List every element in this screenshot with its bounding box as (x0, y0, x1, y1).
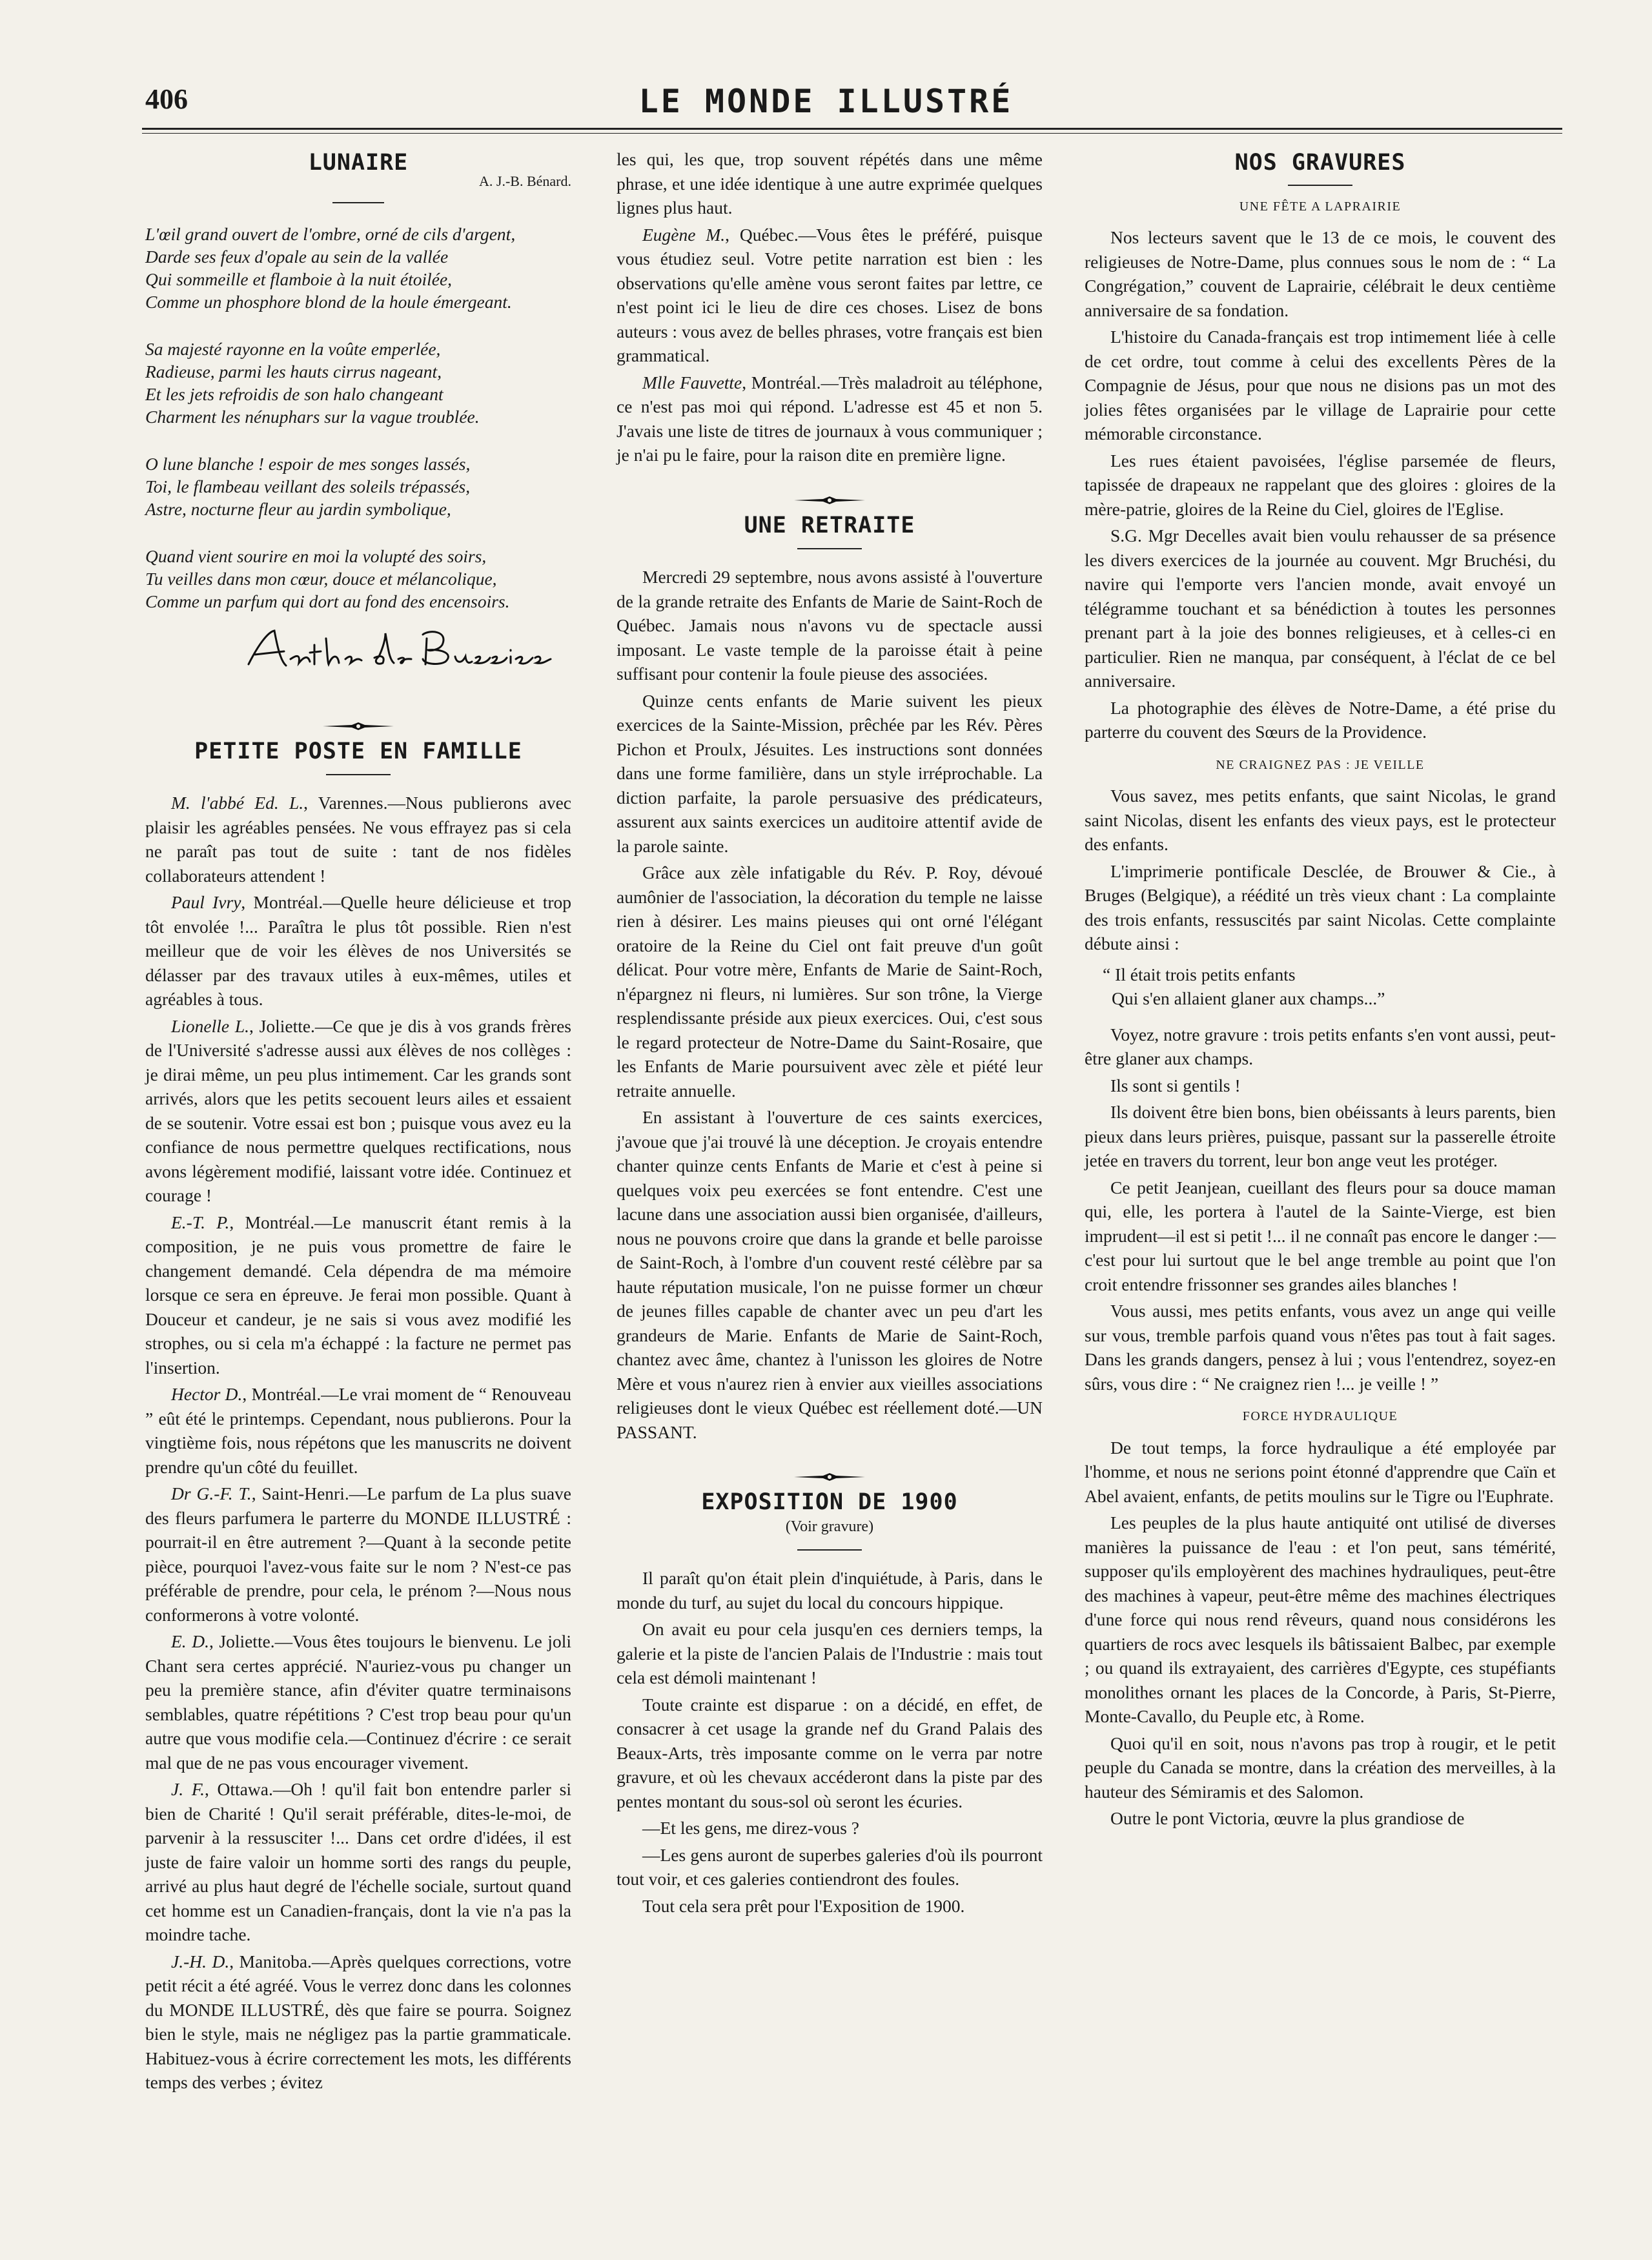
song-quote (1103, 962, 1556, 1011)
article-paragraph: Quoi qu'il en soit, nous n'avons pas trop à rougir, et le petit peuple du Canada se montre, dans la création des merveilles, à la hauteur des Sémiramis et des Salomon. (1085, 1733, 1556, 1802)
letter-paragraph (145, 1382, 571, 1479)
letter-paragraph (145, 1777, 571, 1947)
exposition-subtitle: (Voir gravure) (785, 1518, 874, 1535)
letter-paragraph (145, 791, 571, 888)
header-rule (142, 128, 1562, 130)
section-heading: FORCE HYDRAULIQUE (1242, 1409, 1398, 1423)
correspondent-name: Eugène M. (642, 224, 726, 245)
poem-line: Et les jets refroidis de son halo changeant (145, 384, 444, 404)
ornament-divider (617, 1463, 1043, 1472)
letter-paragraph (617, 223, 1043, 368)
article-paragraph: Les rues étaient pavoisées, l'église parsemée de fleurs, tapissée de drapeaux ne rappelant que des gloires : gloires de la mère-patrie, gloires de la Reine du Ciel, gloires de l'Eglise. (1085, 450, 1556, 519)
article-paragraph: Vous savez, mes petits enfants, que saint Nicolas, le grand saint Nicolas, disent les enfants des vieux pays, est le protecteur des enfants. (1085, 786, 1556, 854)
correspondent-name: E.-T. P. (171, 1212, 230, 1232)
letter-text: , Saint-Henri.—Le parfum de La plus suave des fleurs parfumera le parterre du MONDE ILLUSTRÉ : pourrait-il en être autrement ?—Quant à la seconde petite pièce, pourquoi l'avez-vous faite sur le nom ? N'est-ce pas préférable de prendre, pour cela, le prénom ?—Nous nous conformerons à votre volonté. (145, 1483, 571, 1625)
article-paragraph: L'histoire du Canada-français est trop intimement liée à celle de cet ordre, tout comme à celui des excellents Pères de la Compagnie de Jésus, pour que nous ne disions pas un mot des jolies fêtes organisées par le village de Laprairie pour cette mémorable circonstance. (1085, 327, 1556, 443)
letter-paragraph (617, 147, 1043, 220)
article-paragraph: Mercredi 29 septembre, nous avons assisté à l'ouverture de la grande retraite des Enfants de Marie de Saint-Roch de Québec. Jamais nous n'avons vu de spectacle aussi imposant. Le vaste temple de la paroisse était à peine suffisant pour contenir la foule pieuse des associées. (617, 567, 1043, 684)
letter-paragraph (145, 1210, 571, 1380)
letter-text: , Montréal.—Quelle heure délicieuse et trop tôt envolée !... Paraîtra le plus tôt possible. Rien n'est meilleur que de voir les élèves de nos Universités se délasser par des travaux utiles à eux-mêmes, utiles et agréables à tous. (145, 892, 571, 1009)
poem-line: Charment les nénuphars sur la vague troublée. (145, 407, 480, 427)
poem-stanza (145, 453, 571, 520)
article-paragraph: Quinze cents enfants de Marie suivent les pieux exercices de la Sainte-Mission, prêchée par les Rév. Pères Pichon et Proulx, Jésuites. Les instructions sont données dans une forme familière, dans un style irréprochable. La diction parfaite, la parole persuasive des prédicateurs, assurent aux saints exercices un auditoire attentif avide de la parole sainte. (617, 690, 1043, 856)
article-paragraph: La photographie des élèves de Notre-Dame, a été prise du parterre du couvent des Sœurs de la Providence. (1085, 697, 1556, 742)
section-heading: UNE FÊTE A LAPRAIRIE (1239, 199, 1402, 214)
title-rule (326, 774, 391, 775)
page-number: 406 (145, 83, 188, 115)
article-paragraph: Ce petit Jeanjean, cueillant des fleurs pour sa douce maman qui, elle, les portera à l'autel de la Sainte-Vierge, est bien imprudent—il est si petit !... il ne connaît pas encore le danger :—c'est pour lui surtout que le bel ange tremble au point que l'on croit entendre frissonner ses grandes ailes blanches ! (1085, 1177, 1556, 1294)
letter-text: , Manitoba.—Après quelques corrections, votre petit récit a été agréé. Vous le verrez donc dans les colonnes du MONDE ILLUSTRÉ, dès que faire se pourra. Soignez bien le style, mais ne négligez pas la partie grammaticale. Habituez-vous à écrire correctement les mots, les différents temps des verbes ; évitez (145, 1951, 571, 2092)
letter-paragraph (145, 1481, 571, 1627)
correspondent-name: Dr G.-F. T. (171, 1483, 252, 1503)
poem-line: Sa majesté rayonne en la voûte emperlée, (145, 339, 441, 359)
article-paragraph: Outre le pont Victoria, œuvre la plus grandiose de (1110, 1808, 1465, 1828)
ornament-divider (145, 713, 571, 722)
correspondent-name: J.-H. D. (171, 1951, 230, 1971)
letter-text: , Québec.—Vous êtes le préféré, puisque vous étudiez seul. Votre petite narration est bien : les observations qu'elle amène vous seront faites par lettre, ce n'est point ici le lieu de dire ces choses. Lisez de bons auteurs : vous avez de belles phrases, votre français est bien grammatical. (617, 224, 1043, 365)
poem-lunaire (145, 223, 571, 613)
article-paragraph: On avait eu pour cela jusqu'en ces derniers temps, la galerie et la piste de l'ancien Palais de l'Industrie : mais tout cela est démoli maintenant ! (617, 1619, 1043, 1687)
article-paragraph: Voyez, notre gravure : trois petits enfants s'en vont aussi, peut-être glaner aux champs. (1085, 1024, 1556, 1068)
poem-line: Radieuse, parmi les hauts cirrus nageant, (145, 361, 442, 382)
article-paragraph: Les peuples de la plus haute antiquité ont utilisé de diverses manières la puissance de l'eau : et l'on peut, sans témérité, supposer qu'ils employèrent des machines hydrauliques, peut-être des machines à vapeur, peut-être même des machines électriques d'une force qui nous rend rêveurs, quand nous considérons les quartiers de rocs avec lesquels ils bâtissaient Balbec, par exemple ; ou quand ils extrayaient, des carrières d'Egypte, ces stupéfiants monolithes ornant les places de la Concorde, à Paris, St-Pierre, Monte-Cavallo, du Peuple etc, à Rome. (1085, 1512, 1556, 1726)
letter-text: , Montréal.—Le manuscrit étant remis à la composition, je ne puis vous promettre de faire le changement demandé. Cela dépendra de ma mémoire lorsque ce sera en épreuve. Je ferai mon possible. Quant à Douceur et candeur, je ne sais si vous avez modifié les strophes, ou si cela m'a échappé : la facture ne permet pas l'insertion. (145, 1212, 572, 1378)
letter-text: , Varennes.—Nous publierons avec plaisir les agréables pensées. Ne vous effrayez pas si cela ne paraît pas tout de suite : tant de nos fidèles collaborateurs attendent ! (145, 793, 571, 886)
poem-stanza (145, 223, 571, 313)
poem-line: Toi, le flambeau veillant des soleils trépassés, (145, 476, 471, 496)
poem-stanza (145, 545, 571, 613)
correspondent-name: Paul Ivry (171, 892, 241, 912)
correspondent-name: M. l'abbé Ed. L. (171, 793, 304, 813)
petite-poste-title: PETITE POSTE EN FAMILLE (194, 738, 522, 764)
article-paragraph: De tout temps, la force hydraulique a été employée par l'homme, et nous ne serions point étonné d'apprendre que Caïn et Abel avaient, enfants, de petits moulins sur le Tigre ou l'Euphrate. (1085, 1437, 1556, 1506)
letter-paragraph (145, 1629, 571, 1775)
letter-text: , Ottawa.—Oh ! qu'il fait bon entendre parler si bien de Charité ! Qu'il serait préférable, dites-le-moi, de parvenir à la ressusciter !... Dans cet ordre d'idées, il est juste de faire valoir un homme sorti des rangs du peuple, arrivé au plus haut degré de l'échelle sociale, surtout quand cet homme est un Canadien-français, dont la vie n'a pas la moindre tache. (145, 1779, 571, 1944)
poem-line: O lune blanche ! espoir de mes songes lassés, (145, 454, 471, 474)
poem-line: Tu veilles dans mon cœur, douce et mélancolique, (145, 569, 497, 589)
exposition-title: EXPOSITION DE 1900 (701, 1489, 958, 1515)
poem-line: Qui sommeille et flamboie à la nuit étoilée, (145, 269, 453, 289)
article-paragraph: —Les gens auront de superbes galeries d'où ils pourront tout voir, et ces galeries contiendront des foules. (617, 1844, 1043, 1889)
quote-line: “ Il était trois petits enfants (1103, 964, 1296, 984)
correspondent-name: Lionelle L. (171, 1015, 250, 1036)
article-paragraph: Il paraît qu'on était plein d'inquiétude, à Paris, dans le monde du turf, au sujet du local du concours hippique. (617, 1568, 1043, 1613)
column-middle (617, 147, 1043, 1920)
poem-line: Comme un parfum qui dort au fond des encensoirs. (145, 591, 510, 611)
article-paragraph: Grâce aux zèle infatigable du Rév. P. Roy, dévoué aumônier de l'association, la décoration du temple ne laisse rien à désirer. Les mains pieuses qui ont orné l'élégant oratoire de la Reine du Ciel ont fait preuve d'un goût délicat. Pour votre mère, Enfants de Marie de Saint-Roch, n'épargnez ni fleurs, ni lumières. Sur son trône, la Vierge resplendissante préside aux pieux exercices. Oui, c'est sous le regard protecteur de Notre-Dame du Saint-Rosaire, que les Enfants de Marie poursuivent avec zèle et piété leur retraite annuelle. (617, 862, 1043, 1101)
article-paragraph: —Et les gens, me direz-vous ? (642, 1818, 860, 1838)
letter-text: les qui, les que, trop souvent répétés dans une même phrase, et une idée identique à une autre exprimée quelques lignes plus haut. (617, 149, 1043, 218)
letter-paragraph (145, 1950, 571, 2095)
correspondent-name: Mlle Fauvette (642, 372, 742, 392)
poem-line: Comme un phosphore blond de la houle émergeant. (145, 292, 512, 312)
header-rule-thin (142, 133, 1562, 134)
letter-text: , Joliette.—Ce que je dis à vos grands frères de l'Université s'adresse aussi aux élèves de nos collèges : je dirai même, un peu plus intimement. Car les grands sont arrivés, alors que les petits secouent leurs ailes et essaient de se soutenir. Votre essai est bon ; puisque vous avez eu la confiance de nous permettre quelques rectifications, nous avons légèrement modifié, laissant votre idée. Continuez et courage ! (145, 1015, 572, 1205)
masthead-title: LE MONDE ILLUSTRÉ (638, 83, 1014, 120)
lunaire-author: A. J.-B. Bénard. (479, 172, 571, 189)
poem-line: Astre, nocturne fleur au jardin symbolique, (145, 499, 451, 519)
poem-stanza (145, 338, 571, 428)
ornament-divider (617, 487, 1043, 496)
article-paragraph: Vous aussi, mes petits enfants, vous avez un ange qui veille sur vous, tremble parfois quand vous n'êtes pas tout à fait sages. Dans les grands dangers, pensez à lui ; vous l'entendrez, soyez-en sûrs, vous dire : “ Ne craignez rien !... je veille ! ” (1085, 1301, 1556, 1394)
letter-paragraph (145, 1014, 571, 1208)
column-right (1085, 147, 1556, 1833)
correspondent-name: E. D. (171, 1631, 209, 1651)
article-paragraph: S.G. Mgr Decelles avait bien voulu rehausser de sa présence les divers exercices de la journée au couvent. Mgr Bruchési, du navire qui l'emporte vers l'ancien monde, avait envoyé un télégramme touchant et sa bénédiction à toutes les personnes prenant part à la joie des bonnes religieuses, et à celles-ci en particulier. Rien ne manqua, par conséquent, à l'éclat de ce bel anniversaire. (1085, 525, 1556, 691)
article-paragraph: Toute crainte est disparue : on a décidé, en effet, de consacrer à cet usage la grande nef du Grand Palais des Beaux-Arts, très imposante comme on le verra par notre gravure, et où les chevaux accéderont dans la piste par des pentes montant du sous-sol où seront les écuries. (617, 1694, 1043, 1811)
poem-line: Quand vient sourire en moi la volupté des soirs, (145, 546, 487, 566)
handwritten-signature (145, 619, 571, 687)
poem-line: Darde ses feux d'opale au sein de la vallée (145, 247, 449, 267)
article-paragraph: Nos lecteurs savent que le 13 de ce mois, le couvent des religieuses de Notre-Dame, plus connues sous le nom de : “ La Congrégation,” couvent de Laprairie, célébrait le deux centième anniversaire de sa fondation. (1085, 227, 1556, 320)
title-rule (797, 548, 862, 549)
article-paragraph: Ils doivent être bien bons, bien obéissants à leurs parents, bien pieux dans leurs prières, puisque, passant sur la passerelle étroite jetée en travers du torrent, leur bon ange veut les protéger. (1085, 1102, 1556, 1170)
title-rule (332, 202, 384, 203)
quote-line: Qui s'en allaient glaner aux champs...” (1112, 988, 1385, 1008)
correspondent-name: Hector D. (171, 1384, 243, 1404)
nos-gravures-title: NOS GRAVURES (1234, 150, 1406, 176)
letter-paragraph (617, 371, 1043, 467)
column-left (145, 147, 571, 2097)
letter-text: , Joliette.—Vous êtes toujours le bienvenu. Le joli Chant sera certes apprécié. N'auriez-vous pu changer un peu la première stance, afin d'éviter quatre terminaisons semblables, quatre répétitions ? C'est trop beau pour qu'un autre que vous modifie cela.—Continuez d'écrire : ce serait mal que de ne pas vous encourager vivement. (145, 1631, 571, 1773)
lunaire-title: LUNAIRE (308, 150, 409, 176)
retraite-title: UNE RETRAITE (744, 512, 915, 538)
correspondent-name: J. F. (171, 1779, 205, 1799)
letter-text: , Montréal.—Le vrai moment de “ Renouveau ” eût été le printemps. Cependant, nous publierons. Pour la vingtième fois, nous répétons que les manuscrits ne doivent prendre qu'un côté du feuillet. (145, 1384, 571, 1477)
article-paragraph: Ils sont si gentils ! (1110, 1075, 1241, 1095)
article-paragraph: L'imprimerie pontificale Desclée, de Brouwer & Cie., à Bruges (Belgique), a réédité un très vieux chant : La complainte des trois enfants, ressuscités par saint Nicolas. Cette complainte débute ainsi : (1085, 860, 1556, 953)
letter-text: , Montréal.—Très maladroit au téléphone, ce n'est pas moi qui répond. L'adresse est 45 et non 5. J'avais une liste de titres de journaux à vous communiquer ; je n'ai pu le faire, pour la raison dite en première ligne. (617, 372, 1043, 465)
letter-paragraph (145, 890, 571, 1012)
title-rule (1288, 185, 1352, 186)
title-rule (797, 1549, 862, 1551)
section-heading: NE CRAIGNEZ PAS : JE VEILLE (1216, 757, 1425, 772)
article-paragraph: Tout cela sera prêt pour l'Exposition de 1900. (642, 1895, 965, 1916)
article-paragraph: En assistant à l'ouverture de ces saints exercices, j'avoue que j'ai trouvé là une déception. Je croyais entendre chanter quinze cents Enfants de Marie et c'est à peine si quelques voix peu exercées se font entendre. C'est une lacune dans une association aussi bien organisée, d'ailleurs, nous ne pouvons croire que dans la grande et belle paroisse de Saint-Roch, à l'ombre d'un couvent resté célèbre par sa haute réputation musicale, l'on ne puisse former un chœur de jeunes filles capable de chanter avec un peu d'art les grandeurs de Marie. Enfants de Marie de Saint-Roch, chantez avec âme, chantez à l'unisson les gloires de Notre Mère et vous n'aurez rien à envier aux vieilles associations religieuses dont le vieux Québec est réellement doté.—UN PASSANT. (617, 1107, 1043, 1442)
poem-line: L'œil grand ouvert de l'ombre, orné de cils d'argent, (145, 224, 516, 244)
